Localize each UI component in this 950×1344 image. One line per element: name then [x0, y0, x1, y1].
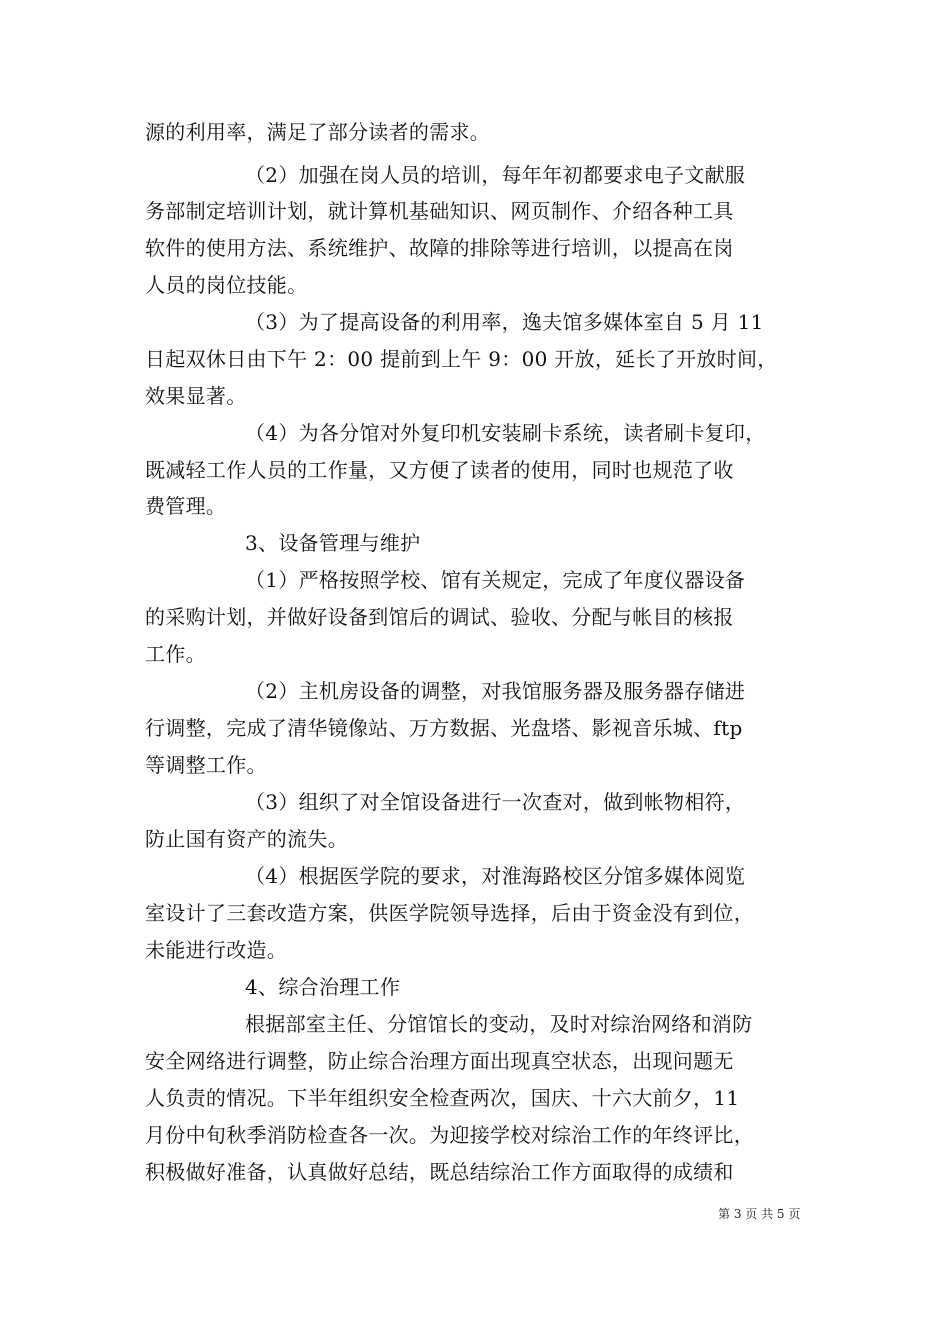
text-line: （2）加强在岗人员的培训，每年年初都要求电子文献服	[245, 163, 746, 187]
page-number: 第 3 页 共 5 页	[718, 1207, 801, 1221]
text-line: 月份中旬秋季消防检查各一次。为迎接学校对综治工作的年终评比，	[145, 1123, 754, 1147]
text-line: 行调整，完成了清华镜像站、万方数据、光盘塔、影视音乐城、ftp	[145, 716, 743, 740]
text-line: 软件的使用方法、系统维护、故障的排除等进行培训，以提高在岗	[145, 236, 734, 260]
text-line: 等调整工作。	[145, 753, 267, 777]
text-line: 人员的岗位技能。	[145, 273, 308, 297]
text-line: （4）为各分馆对外复印机安装刷卡系统，读者刷卡复印，	[245, 421, 766, 445]
text-line: 室设计了三套改造方案，供医学院领导选择，后由于资金没有到位，	[145, 901, 754, 925]
text-line: （2）主机房设备的调整，对我馆服务器及服务器存储进	[245, 679, 746, 703]
text-line: 人负责的情况。下半年组织安全检查两次，国庆、十六大前夕，11	[145, 1086, 740, 1110]
text-line: 日起双休日由下午 2：00 提前到上午 9：00 开放，延长了开放时间，	[145, 347, 778, 371]
section-heading: 4、综合治理工作	[245, 975, 401, 999]
text-line: 安全网络进行调整，防止综合治理方面出现真空状态，出现问题无	[145, 1049, 734, 1073]
text-line: 积极做好准备，认真做好总结，既总结综治工作方面取得的成绩和	[145, 1160, 734, 1184]
text-line: 源的利用率，满足了部分读者的需求。	[145, 120, 491, 144]
text-line: 未能进行改造。	[145, 938, 288, 962]
text-line: 务部制定培训计划，就计算机基础知识、网页制作、介绍各种工具	[145, 199, 734, 223]
text-line: （3）组织了对全馆设备进行一次查对，做到帐物相符，	[245, 790, 746, 814]
text-line: （4）根据医学院的要求，对淮海路校区分馆多媒体阅览	[245, 864, 746, 888]
text-line: （1）严格按照学校、馆有关规定，完成了年度仪器设备	[245, 568, 746, 592]
section-heading: 3、设备管理与维护	[245, 531, 421, 555]
text-line: 费管理。	[145, 494, 227, 518]
text-line: 的采购计划，并做好设备到馆后的调试、验收、分配与帐目的核报	[145, 605, 734, 629]
text-line: 效果显著。	[145, 384, 247, 408]
text-line: 既减轻工作人员的工作量，又方便了读者的使用，同时也规范了收	[145, 458, 734, 482]
text-line: （3）为了提高设备的利用率，逸夫馆多媒体室自 5 月 11	[245, 310, 764, 334]
text-line: 防止国有资产的流失。	[145, 827, 348, 851]
text-line: 工作。	[145, 642, 206, 666]
text-line: 根据部室主任、分馆馆长的变动，及时对综治网络和消防	[245, 1012, 753, 1036]
